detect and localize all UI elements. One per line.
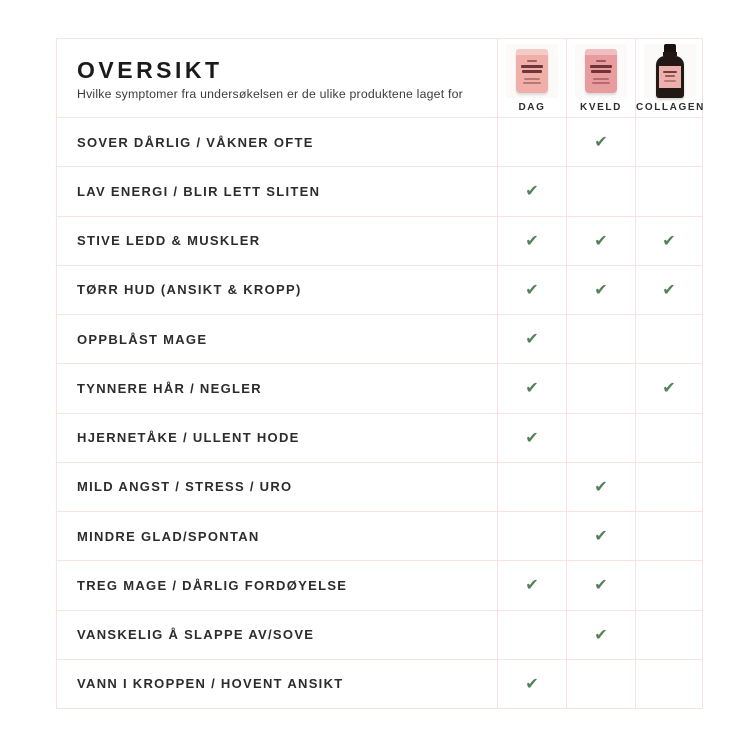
check-cell-collagen (636, 611, 702, 659)
column-label-collagen: COLLAGEN (636, 102, 705, 113)
check-icon: ✔ (662, 279, 676, 299)
table-row (57, 217, 702, 266)
product-image-collagen (644, 44, 696, 98)
check-icon: ✔ (594, 575, 608, 595)
check-cell-collagen (636, 463, 702, 511)
check-cell-dag (498, 414, 567, 462)
check-icon: ✔ (662, 378, 676, 398)
page-title: OVERSIKT (77, 56, 223, 83)
check-cell-kveld (567, 167, 636, 215)
check-icon: ✔ (525, 181, 539, 201)
table-row (57, 167, 702, 216)
table-row (57, 660, 702, 708)
check-icon: ✔ (594, 526, 608, 546)
check-cell-collagen (636, 561, 702, 609)
check-cell-dag (498, 561, 567, 609)
check-cell-collagen (636, 364, 702, 412)
check-cell-kveld (567, 266, 636, 314)
column-header-collagen (636, 39, 705, 120)
symptom-label: STIVE LEDD & MUSKLER (57, 217, 498, 265)
check-cell-collagen (636, 315, 702, 363)
check-icon: ✔ (594, 230, 608, 250)
check-cell-kveld (567, 414, 636, 462)
check-cell-collagen (636, 512, 702, 560)
column-label-kveld: KVELD (580, 102, 622, 113)
check-cell-collagen (636, 118, 702, 166)
table-header-row (57, 39, 705, 118)
symptom-label: SOVER DÅRLIG / VÅKNER OFTE (57, 118, 498, 166)
symptom-label: HJERNETÅKE / ULLENT HODE (57, 414, 498, 462)
check-cell-collagen (636, 167, 702, 215)
bottle-icon (656, 44, 684, 98)
check-cell-collagen (636, 217, 702, 265)
check-cell-dag (498, 266, 567, 314)
check-cell-kveld (567, 561, 636, 609)
symptom-label: MINDRE GLAD/SPONTAN (57, 512, 498, 560)
check-cell-collagen (636, 414, 702, 462)
table-row (57, 561, 702, 610)
column-header-kveld (567, 39, 636, 120)
check-cell-kveld (567, 315, 636, 363)
check-cell-kveld (567, 463, 636, 511)
page-subtitle: Hvilke symptomer fra undersøkelsen er de ulike produktene laget for (77, 87, 463, 102)
table-row (57, 118, 702, 167)
check-icon: ✔ (594, 624, 608, 644)
table-row (57, 414, 702, 463)
product-comparison-table (56, 38, 703, 709)
check-cell-dag (498, 364, 567, 412)
check-icon: ✔ (594, 279, 608, 299)
check-icon: ✔ (525, 279, 539, 299)
symptom-label: TREG MAGE / DÅRLIG FORDØYELSE (57, 561, 498, 609)
check-icon: ✔ (525, 230, 539, 250)
product-image-dag (506, 44, 558, 98)
column-header-dag (498, 39, 567, 120)
check-cell-dag (498, 660, 567, 708)
symptom-label: MILD ANGST / STRESS / URO (57, 463, 498, 511)
symptom-label: LAV ENERGI / BLIR LETT SLITEN (57, 167, 498, 215)
pouch-kveld-icon (585, 49, 617, 93)
check-icon: ✔ (525, 575, 539, 595)
table-row (57, 315, 702, 364)
check-cell-collagen (636, 266, 702, 314)
header-title-cell (57, 39, 498, 120)
check-cell-kveld (567, 217, 636, 265)
symptom-label: TYNNERE HÅR / NEGLER (57, 364, 498, 412)
check-cell-dag (498, 611, 567, 659)
table-row (57, 266, 702, 315)
check-cell-dag (498, 167, 567, 215)
check-cell-dag (498, 463, 567, 511)
check-icon: ✔ (525, 329, 539, 349)
check-icon: ✔ (662, 230, 676, 250)
check-cell-kveld (567, 364, 636, 412)
table-row (57, 463, 702, 512)
check-icon: ✔ (594, 132, 608, 152)
check-icon: ✔ (594, 476, 608, 496)
check-cell-kveld (567, 118, 636, 166)
check-icon: ✔ (525, 427, 539, 447)
table-row (57, 512, 702, 561)
check-cell-dag (498, 118, 567, 166)
product-image-kveld (575, 44, 627, 98)
pouch-dag-icon (516, 49, 548, 93)
check-icon: ✔ (525, 378, 539, 398)
check-cell-collagen (636, 660, 702, 708)
table-row (57, 364, 702, 413)
check-cell-dag (498, 512, 567, 560)
symptom-label: OPPBLÅST MAGE (57, 315, 498, 363)
symptom-label: VANSKELIG Å SLAPPE AV/SOVE (57, 611, 498, 659)
column-label-dag: DAG (518, 102, 546, 113)
check-cell-dag (498, 315, 567, 363)
symptom-label: VANN I KROPPEN / HOVENT ANSIKT (57, 660, 498, 708)
check-cell-kveld (567, 512, 636, 560)
check-cell-dag (498, 217, 567, 265)
check-cell-kveld (567, 611, 636, 659)
check-icon: ✔ (525, 673, 539, 693)
symptom-label: TØRR HUD (ANSIKT & KROPP) (57, 266, 498, 314)
table-row (57, 611, 702, 660)
check-cell-kveld (567, 660, 636, 708)
